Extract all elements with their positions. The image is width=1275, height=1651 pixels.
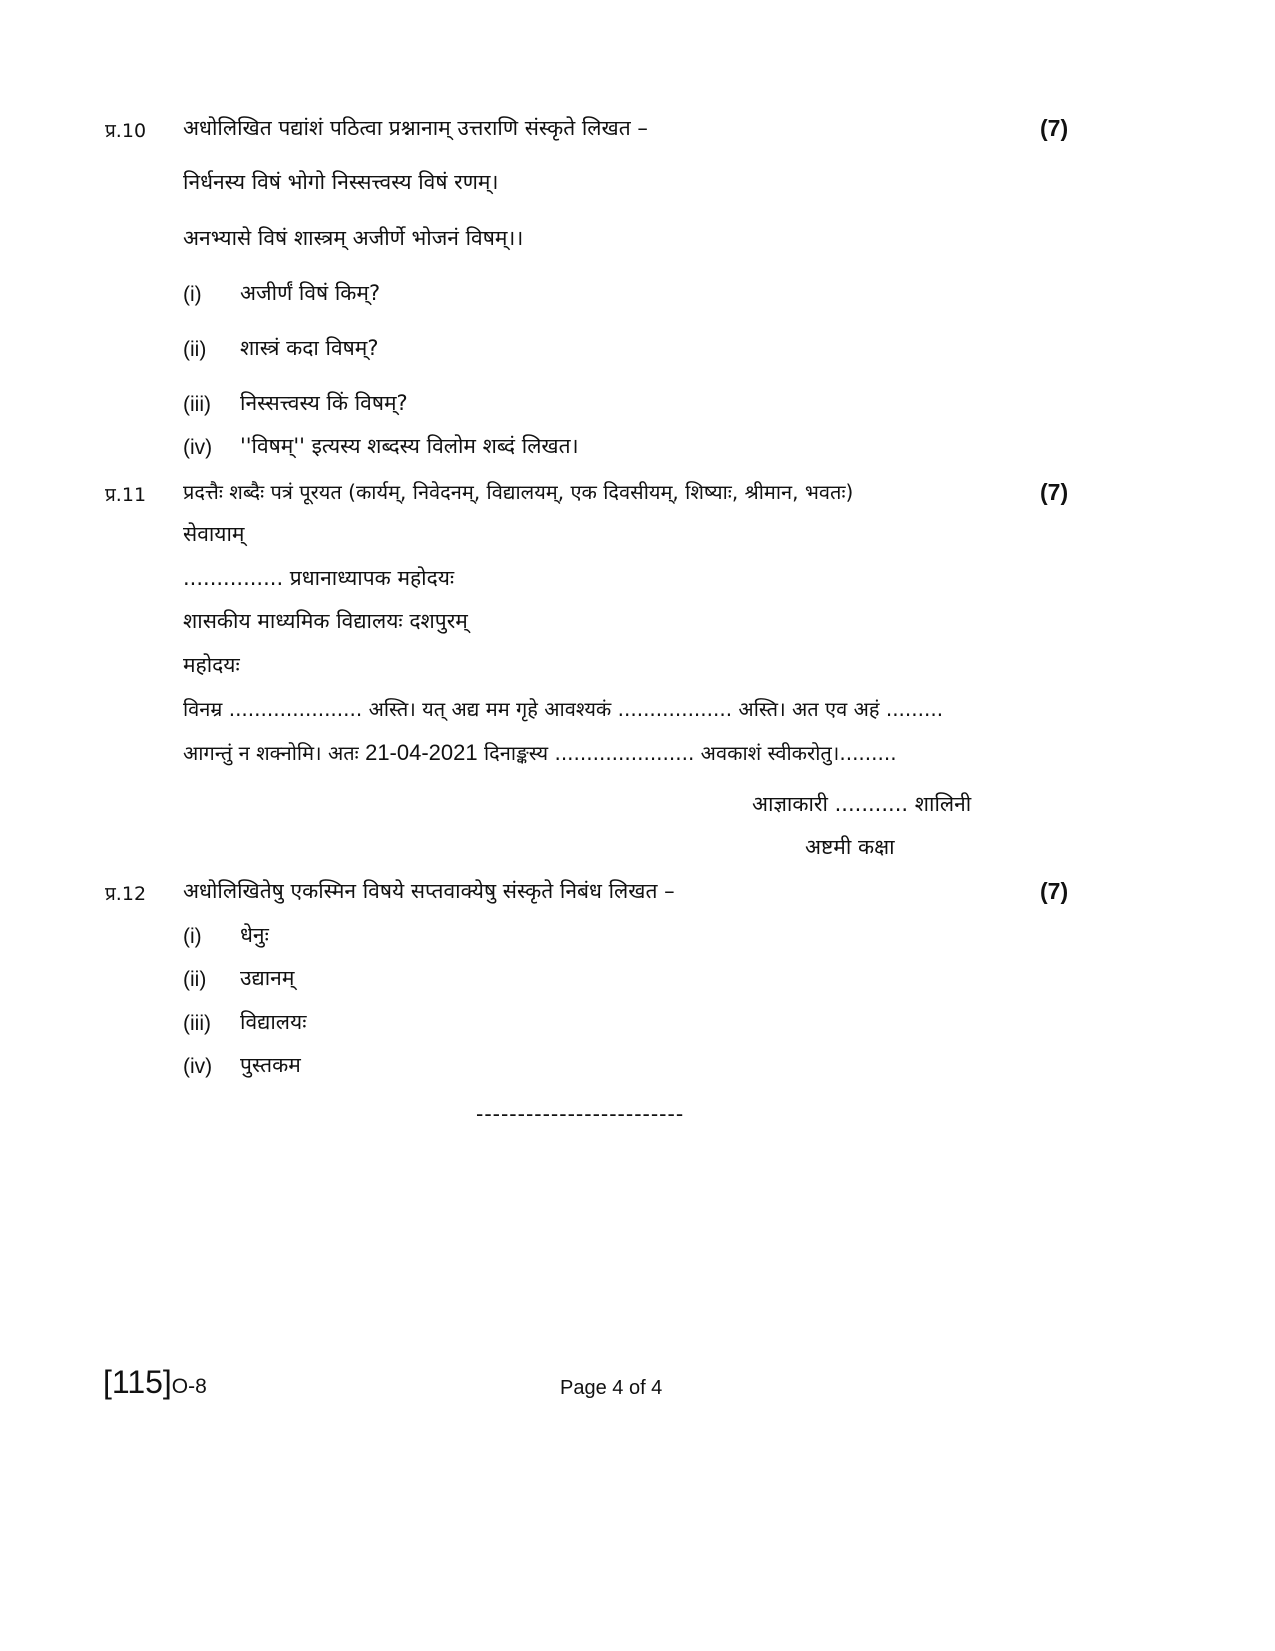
page-number: Page 4 of 4: [560, 1377, 663, 1399]
topic: धेनुः: [240, 923, 269, 947]
topic: उद्यानम्: [240, 966, 295, 990]
letter-line: [183, 739, 897, 767]
topic-number: (ii): [183, 968, 207, 991]
question-instruction: अधोलिखितेषु एकस्मिन विषये सप्तवाक्येषु संस्कृते निबंध लिखत –: [183, 879, 675, 903]
topic-number: (iv): [183, 1055, 213, 1078]
marks: (7): [1040, 115, 1069, 141]
letter-line: शासकीय माध्यमिक विद्यालयः दशपुरम्: [183, 609, 468, 633]
topic: विद्यालयः: [240, 1010, 307, 1034]
sub-question: शास्त्रं कदा विषम्?: [240, 336, 379, 360]
sub-question: निस्सत्त्वस्य किं विषम्?: [240, 391, 408, 415]
question-instruction: प्रदत्तैः शब्दैः पत्रं पूरयत (कार्यम्, निवेदनम्, विद्यालयम्, एक दिवसीयम्, शिष्याः, श्रीमान, भवतः): [183, 480, 854, 504]
end-of-paper-line: -------------------------: [476, 1101, 685, 1126]
sub-question-number: (ii): [183, 338, 207, 361]
letter-line: महोदयः: [183, 653, 240, 677]
letter-text: आगन्तुं न शक्नोमि। अतः: [183, 741, 359, 765]
letter-class: अष्टमी कक्षा: [805, 835, 895, 859]
letter-line: ............... प्रधानाध्यापक महोदयः: [183, 566, 455, 590]
verse-line: निर्धनस्य विषं भोगो निस्सत्त्वस्य विषं रणम्।: [183, 170, 499, 194]
sub-question: अजीर्णं विषं किम्?: [240, 281, 381, 305]
verse-line: अनभ्यासे विषं शास्त्रम् अजीर्णे भोजनं विषम्।।: [183, 226, 524, 250]
question-number: प्र.12: [105, 883, 147, 905]
topic-number: (i): [183, 925, 202, 948]
letter-line: विनम्र ..................... अस्ति। यत् अद्य मम गृहे आवश्यकं .................. अस्ति। अत एव अहं .........: [183, 697, 944, 721]
question-number: प्र.11: [105, 484, 147, 506]
letter-line: सेवायाम्: [183, 522, 245, 546]
paper-code-suffix: O-8: [171, 1375, 207, 1398]
paper-code: [103, 1364, 207, 1405]
question-instruction: अधोलिखित पद्यांशं पठित्वा प्रश्नानाम् उत्तराणि संस्कृते लिखत –: [183, 116, 648, 140]
marks: (7): [1040, 479, 1069, 505]
sub-question-number: (iv): [183, 436, 213, 459]
letter-signature: आज्ञाकारी ........... शालिनी: [752, 792, 972, 816]
sub-question: ''विषम्'' इत्यस्य शब्दस्य विलोम शब्दं लिखत।: [240, 434, 579, 458]
letter-date: 21-04-2021: [365, 740, 478, 765]
sub-question-number: (iii): [183, 393, 211, 416]
sub-question-number: (i): [183, 283, 202, 306]
topic: पुस्तकम: [240, 1053, 301, 1077]
letter-text: दिनाङ्कस्य ...................... अवकाशं स्वीकरोतु।.........: [483, 741, 897, 765]
marks: (7): [1040, 878, 1069, 904]
question-number: प्र.10: [105, 120, 147, 142]
paper-code-main: [115]: [103, 1364, 172, 1400]
topic-number: (iii): [183, 1012, 211, 1035]
